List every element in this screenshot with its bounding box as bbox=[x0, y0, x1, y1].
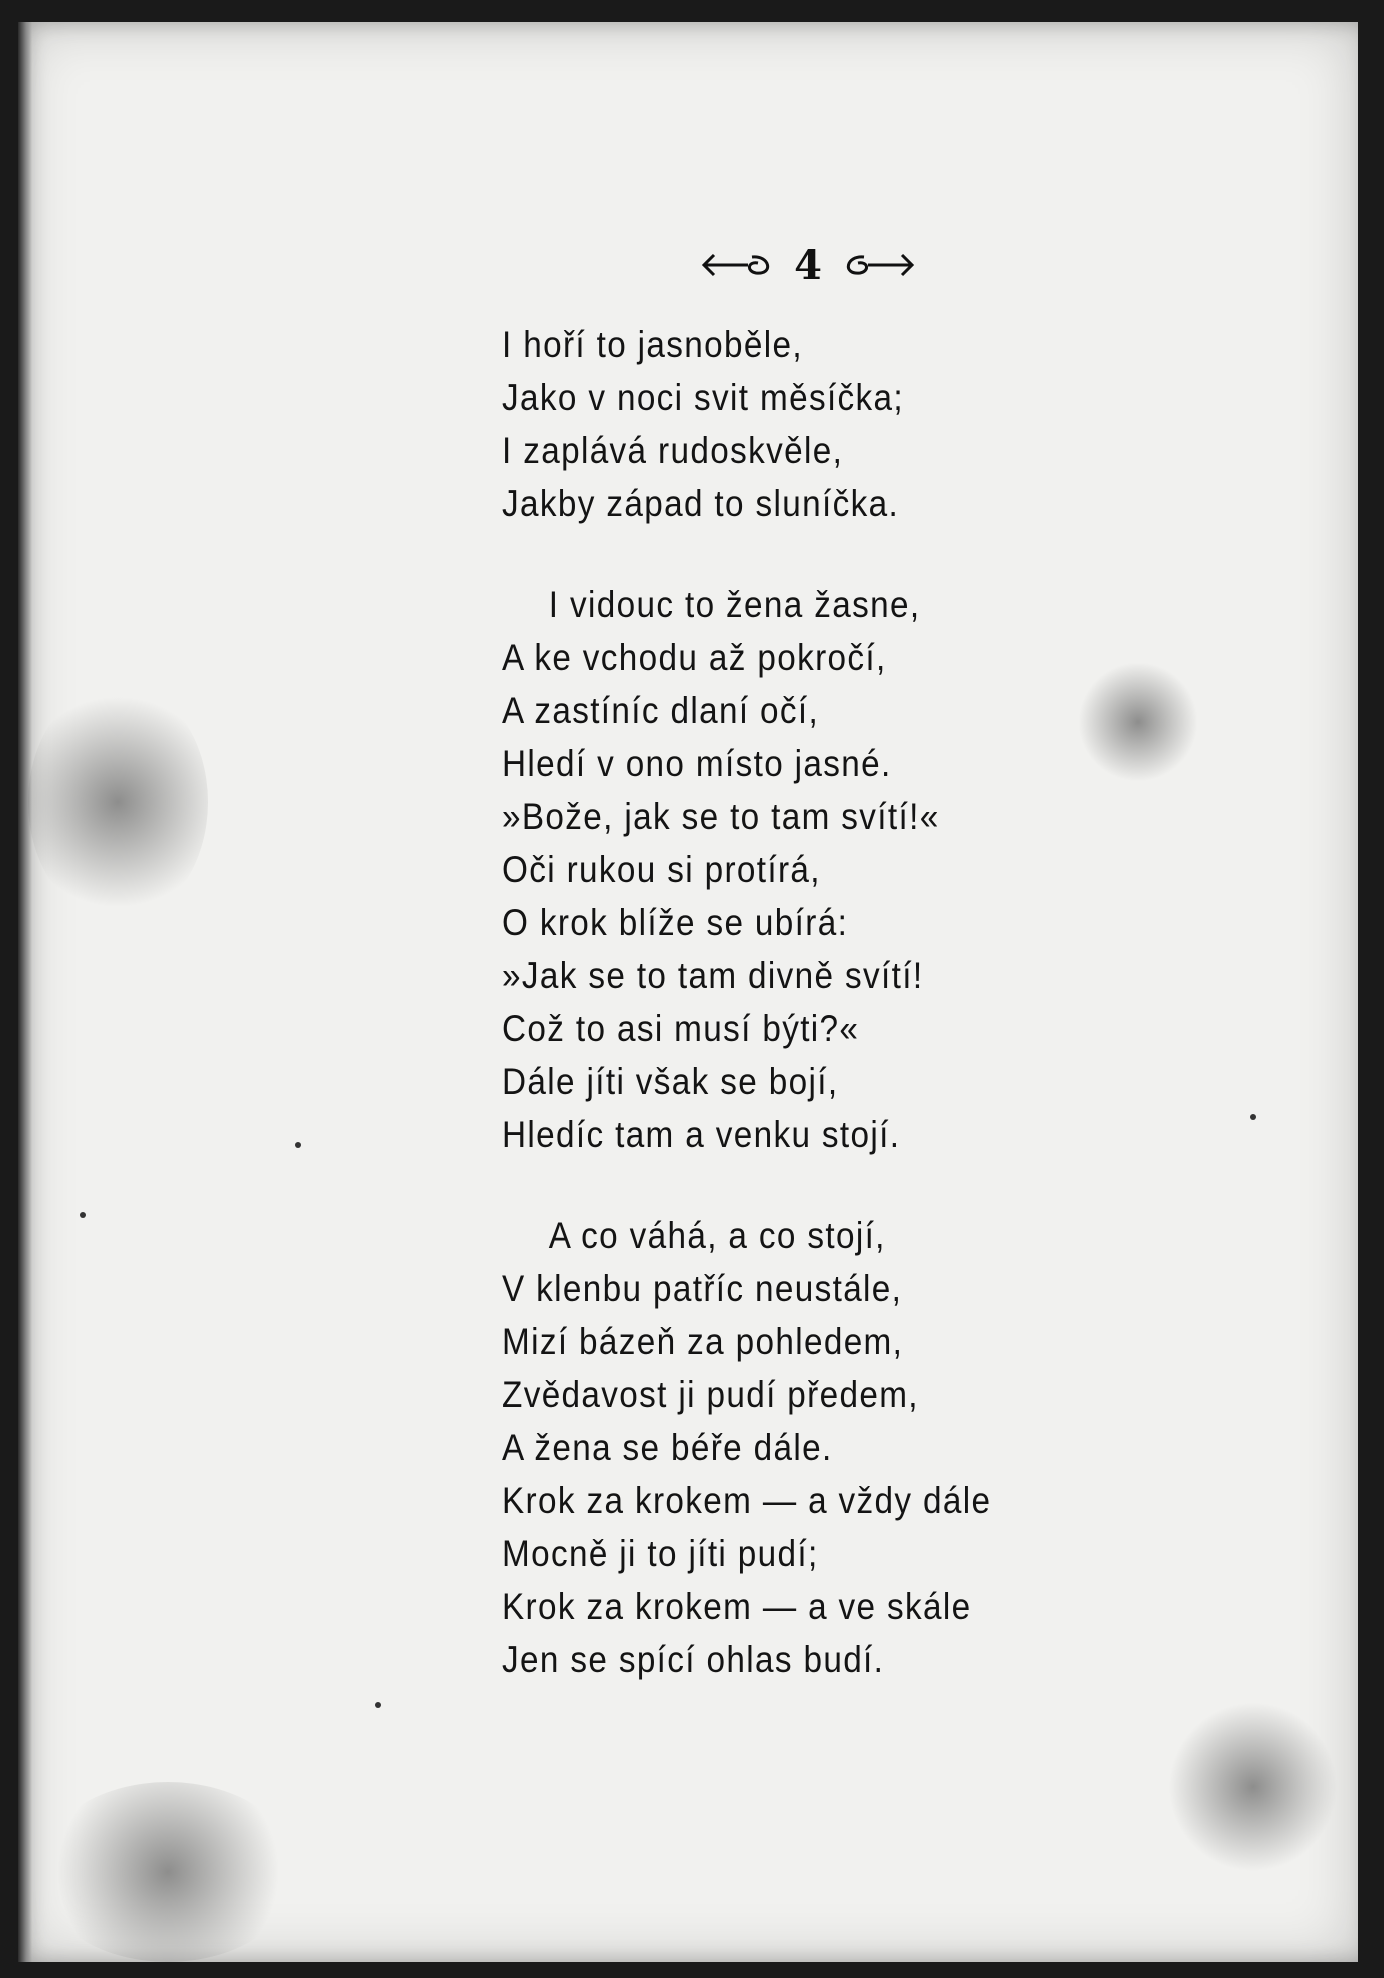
verse-line: Krok za krokem — a vždy dále bbox=[502, 1480, 992, 1521]
speck bbox=[1250, 1114, 1256, 1120]
right-ornament-icon bbox=[836, 251, 916, 279]
ink-stain bbox=[1168, 1702, 1338, 1872]
speck bbox=[295, 1142, 301, 1148]
ink-stain bbox=[38, 1782, 298, 1962]
verse-line: Jako v noci svit měsíčka; bbox=[502, 377, 905, 418]
page-header bbox=[678, 240, 938, 290]
verse-line: Oči rukou si protírá, bbox=[502, 849, 821, 890]
speck bbox=[80, 1212, 86, 1218]
speck bbox=[375, 1702, 381, 1708]
ink-stain bbox=[28, 682, 208, 922]
verse-line: Jakby západ to sluníčka. bbox=[502, 483, 900, 524]
verse-line: A ke vchodu až pokročí, bbox=[502, 637, 887, 678]
verse-line: Hledí v ono místo jasné. bbox=[502, 743, 892, 784]
verse-line: Zvědavost ji pudí předem, bbox=[502, 1374, 919, 1415]
ink-stain bbox=[1078, 662, 1198, 782]
verse-line: O krok blíže se ubírá: bbox=[502, 902, 849, 943]
verse-line: Což to asi musí býti?« bbox=[502, 1008, 860, 1049]
verse-line: Jen se spící ohlas budí. bbox=[502, 1639, 885, 1680]
verse-line: I zaplává rudoskvěle, bbox=[502, 430, 844, 471]
verse-line: A zastíníc dlaní očí, bbox=[502, 690, 820, 731]
verse-line: Dále jíti však se bojí, bbox=[502, 1061, 839, 1102]
verse-line: A žena se béře dále. bbox=[502, 1427, 833, 1468]
stanza-1 bbox=[502, 318, 991, 530]
page-gutter-shadow bbox=[18, 22, 32, 1962]
verse-line: Hledíc tam a venku stojí. bbox=[502, 1114, 901, 1155]
verse-line: Mocně ji to jíti pudí; bbox=[502, 1533, 819, 1574]
poem-text bbox=[502, 318, 991, 1734]
verse-line: I hoří to jasnoběle, bbox=[502, 324, 803, 365]
stanza-2 bbox=[502, 578, 991, 1161]
left-ornament-icon bbox=[700, 251, 780, 279]
verse-line: Mizí bázeň za pohledem, bbox=[502, 1321, 904, 1362]
verse-line: »Jak se to tam divně svítí! bbox=[502, 955, 924, 996]
stanza-3 bbox=[502, 1209, 991, 1686]
verse-line: V klenbu patříc neustále, bbox=[502, 1268, 903, 1309]
verse-line: Krok za krokem — a ve skále bbox=[502, 1586, 972, 1627]
verse-line: »Bože, jak se to tam svítí!« bbox=[502, 796, 940, 837]
page-number: 4 bbox=[794, 241, 822, 289]
verse-line: A co váhá, a co stojí, bbox=[548, 1215, 886, 1256]
book-page bbox=[18, 22, 1358, 1962]
verse-line: I vidouc to žena žasne, bbox=[548, 584, 921, 625]
